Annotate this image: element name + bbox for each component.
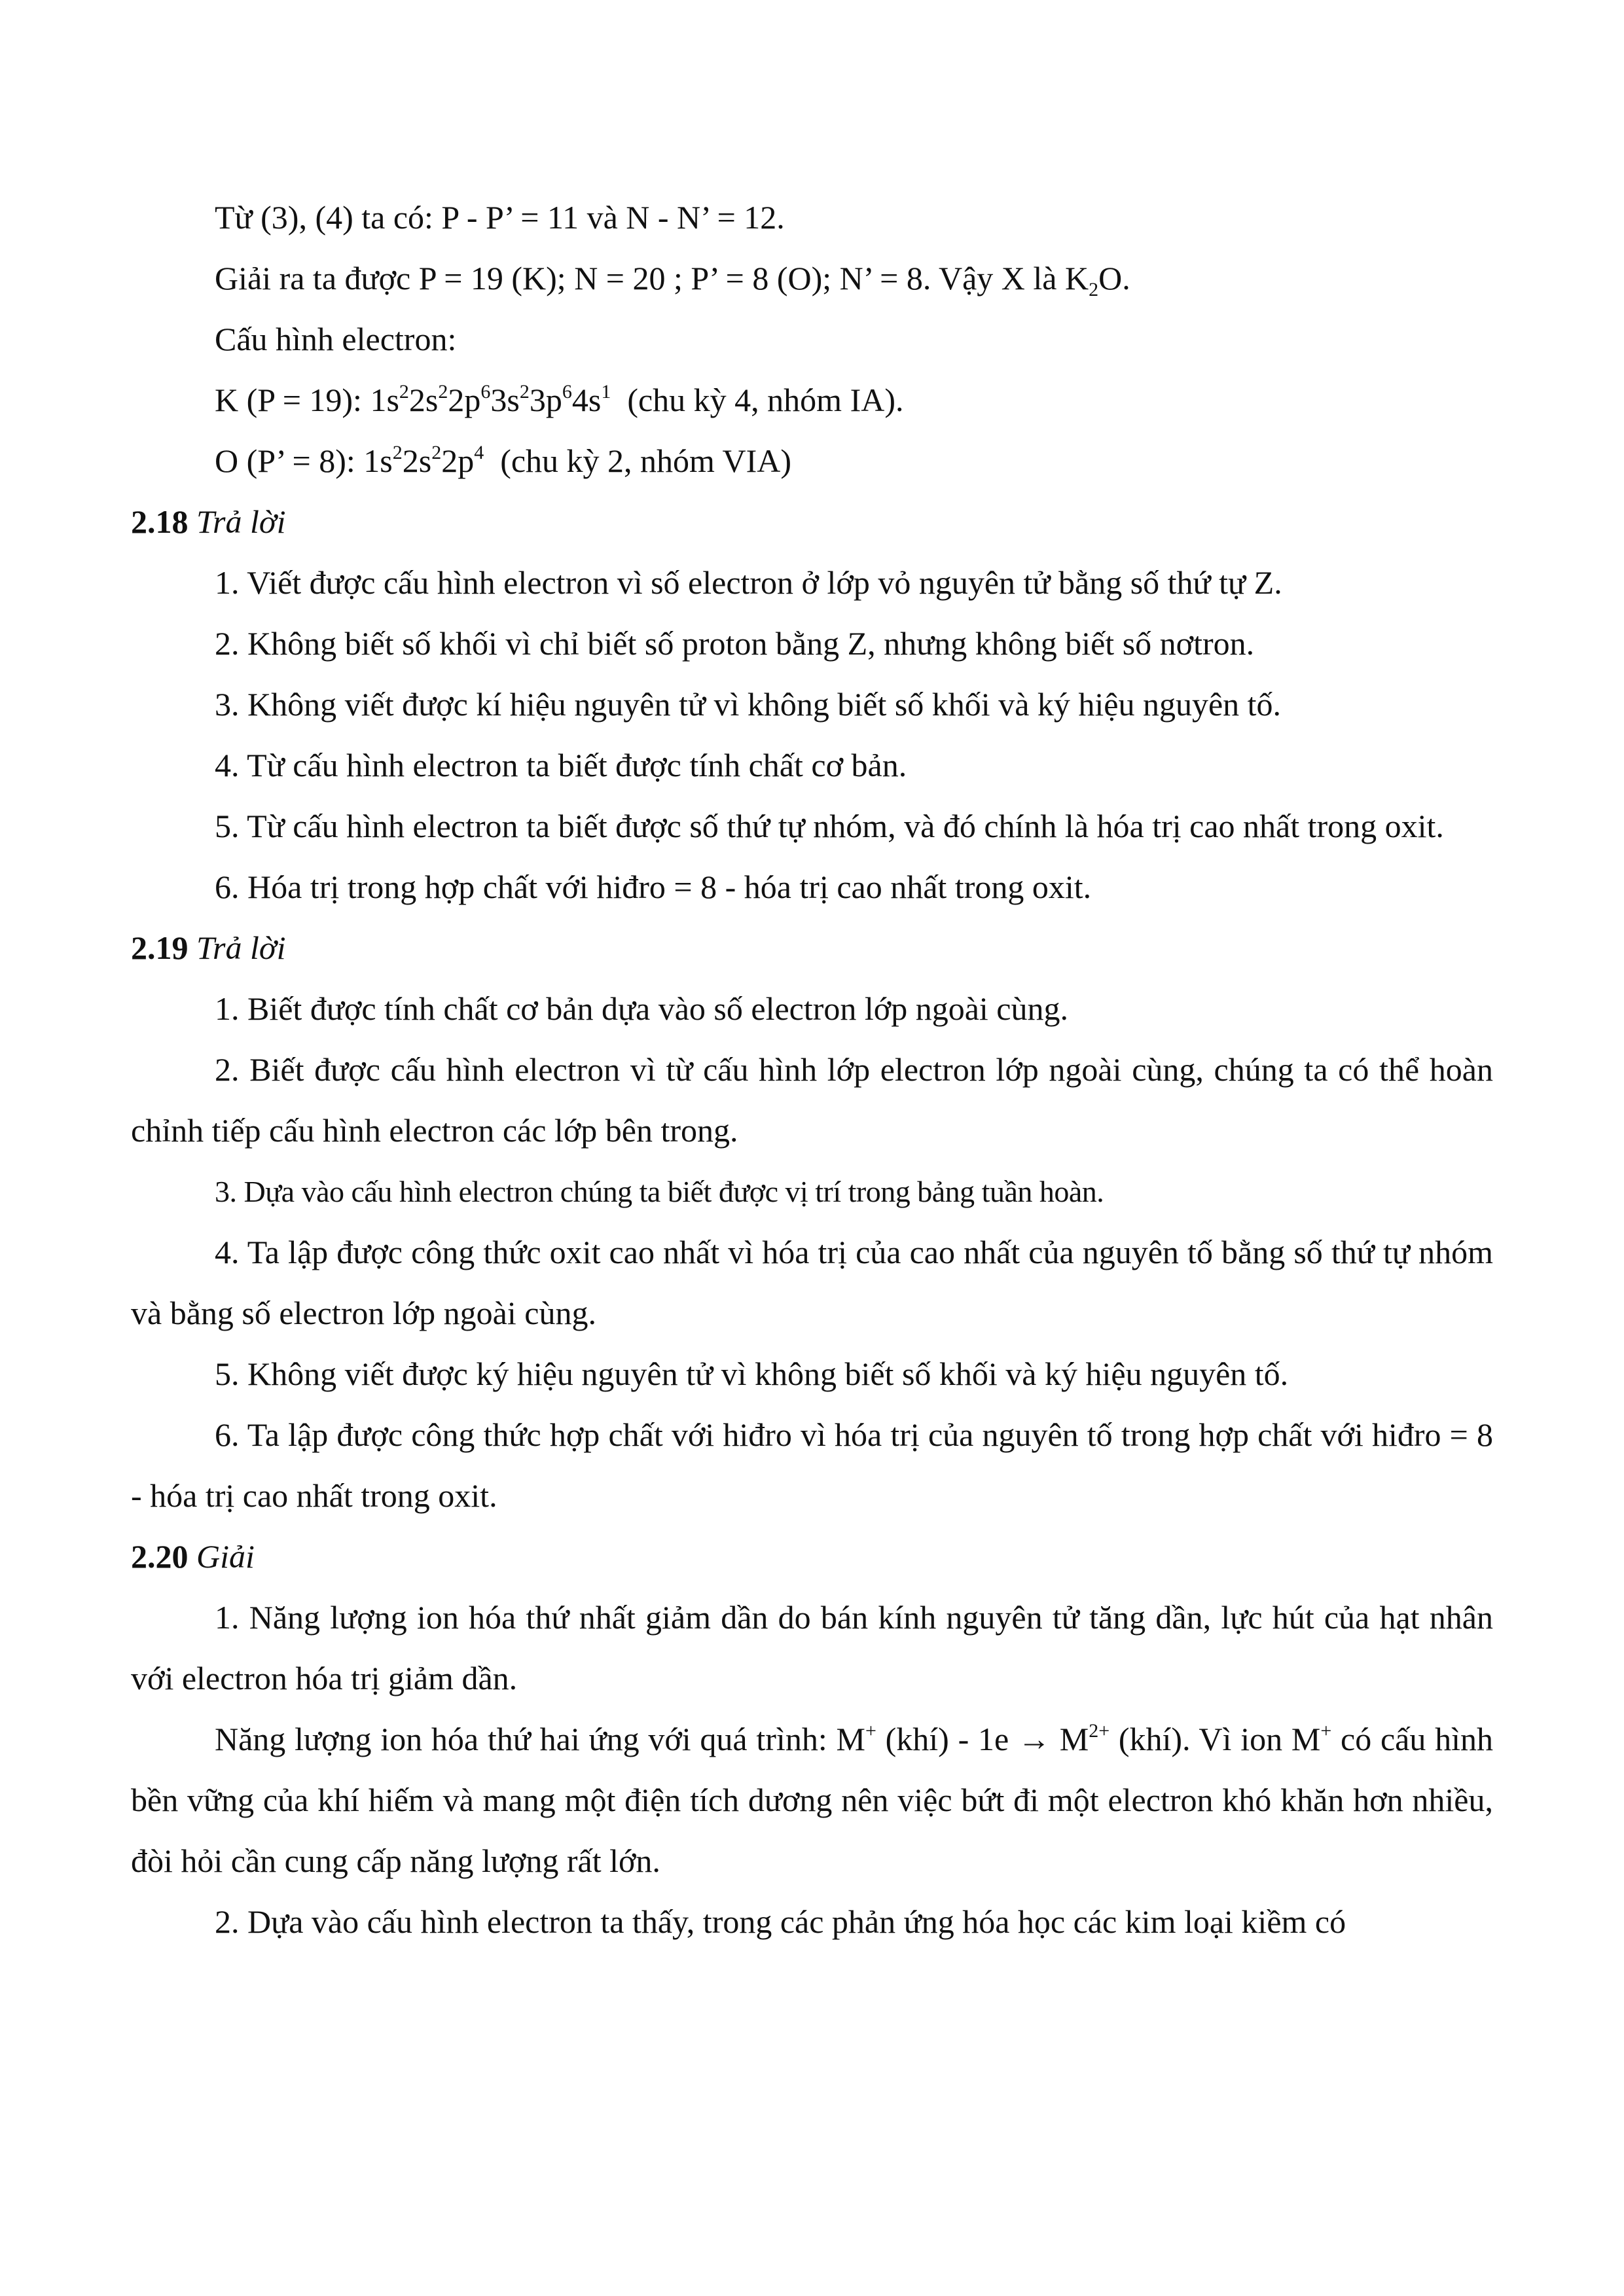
answer-item: 4. Từ cấu hình electron ta biết được tính chất cơ bản. (215, 747, 907, 783)
electron-count: 6 (480, 381, 491, 403)
orbital-term: 3p (529, 382, 562, 418)
section-number: 2.19 (131, 929, 189, 966)
answer-item: 2. Biết được cấu hình electron vì từ cấu hình lớp electron lớp ngoài cùng, chúng ta có thể hoàn chỉnh tiếp cấu hình electron các lớp bên trong. (131, 1051, 1493, 1149)
superscript: + (865, 1720, 876, 1742)
electron-count: 2 (392, 442, 403, 463)
arrow-icon: → (1017, 1721, 1051, 1757)
electron-count: 6 (562, 381, 572, 403)
section-heading-2-18 (131, 492, 1493, 552)
electron-count: 2 (399, 381, 409, 403)
superscript: 2+ (1089, 1720, 1110, 1742)
k-label: K (P = 19): (215, 382, 370, 418)
answer-item: 6. Hóa trị trong hợp chất với hiđro = 8 - hóa trị cao nhất trong oxit. (215, 869, 1092, 905)
answer-item: 6. Ta lập được công thức hợp chất với hiđro vì hóa trị của nguyên tố trong hợp chất với hiđro = 8 - hóa trị cao nhất trong oxit. (131, 1416, 1493, 1514)
k-config-line (131, 370, 1493, 431)
orbital-term: 2p (441, 442, 475, 479)
intro-line-1: Từ (3), (4) ta có: P - P’ = 11 và N - N’ = 12. (215, 199, 785, 236)
solution-paragraph-1: 1. Năng lượng ion hóa thứ nhất giảm dần do bán kính nguyên tử tăng dần, lực hút của hạt nhân với electron hóa trị giảm dần. (131, 1599, 1493, 1696)
intro-line-2-end: O. (1098, 260, 1130, 296)
intro-line-2-text: Giải ra ta được P = 19 (K); N = 20 ; P’ = 8 (O); N’ = 8. Vậy X là K (215, 260, 1089, 296)
orbital-term: 2s (408, 382, 439, 418)
solution-paragraph-3: 2. Dựa vào cấu hình electron ta thấy, trong các phản ứng hóa học các kim loại kiềm có (215, 1903, 1346, 1940)
answer-item: 3. Dựa vào cấu hình electron chúng ta biết được vị trí trong bảng tuần hoàn. (215, 1175, 1104, 1208)
orbital-term: 1s (370, 382, 399, 418)
text-run: M (1050, 1721, 1089, 1757)
answer-item: 5. Không viết được ký hiệu nguyên tử vì không biết số khối và ký hiệu nguyên tố. (215, 1355, 1289, 1392)
o-electron-config (363, 442, 484, 479)
orbital-term: 1s (363, 442, 393, 479)
section-number: 2.20 (131, 1538, 189, 1575)
text-run: có cấu hình bền vững của khí hiếm và mang một điện tích dương nên việc bứt đi một electron khó khăn hơn nhiều, đòi hỏi cần cung cấp năng lượng rất lớn. (131, 1721, 1493, 1879)
section-heading-2-20 (131, 1526, 1493, 1587)
solution-paragraph-2 (131, 1709, 1493, 1892)
orbital-term: 4s (571, 382, 602, 418)
subscript: 2 (1089, 279, 1099, 300)
k-electron-config (370, 382, 611, 418)
section-label: Trả lời (196, 929, 286, 966)
electron-count: 2 (438, 381, 448, 403)
answer-item: 5. Từ cấu hình electron ta biết được số thứ tự nhóm, và đó chính là hóa trị cao nhất trong oxit. (215, 808, 1444, 844)
orbital-term: 2p (448, 382, 481, 418)
text-run: (khí). Vì ion M (1110, 1721, 1321, 1757)
intro-line-2 (131, 248, 1493, 309)
electron-count: 1 (601, 381, 611, 403)
o-label: O (P’ = 8): (215, 442, 364, 479)
electron-count: 4 (474, 442, 484, 463)
section-heading-2-19 (131, 918, 1493, 978)
o-note: (chu kỳ 2, nhóm VIA) (500, 442, 792, 479)
superscript: + (1320, 1720, 1332, 1742)
text-run: (khí) - 1e (876, 1721, 1018, 1757)
text-run: Năng lượng ion hóa thứ hai ứng với quá trình: M (215, 1721, 865, 1757)
intro-line-3: Cấu hình electron: (215, 321, 457, 357)
o-config-line (131, 431, 1493, 492)
answer-item: 1. Biết được tính chất cơ bản dựa vào số electron lớp ngoài cùng. (215, 990, 1069, 1027)
orbital-term: 2s (402, 442, 432, 479)
answer-item: 1. Viết được cấu hình electron vì số electron ở lớp vỏ nguyên tử bằng số thứ tự Z. (215, 564, 1282, 601)
section-number: 2.18 (131, 503, 189, 540)
k-note: (chu kỳ 4, nhóm IA). (627, 382, 904, 418)
section-label: Trả lời (196, 503, 286, 540)
answer-item: 4. Ta lập được công thức oxit cao nhất vì hóa trị của cao nhất của nguyên tố bằng số thứ tự nhóm và bằng số electron lớp ngoài cùng. (131, 1234, 1493, 1331)
orbital-term: 3s (490, 382, 520, 418)
electron-count: 2 (519, 381, 530, 403)
answer-item: 2. Không biết số khối vì chỉ biết số proton bằng Z, nhưng không biết số nơtron. (215, 625, 1255, 662)
answer-item: 3. Không viết được kí hiệu nguyên tử vì không biết số khối và ký hiệu nguyên tố. (215, 686, 1282, 723)
section-label: Giải (196, 1538, 255, 1575)
electron-count: 2 (431, 442, 442, 463)
